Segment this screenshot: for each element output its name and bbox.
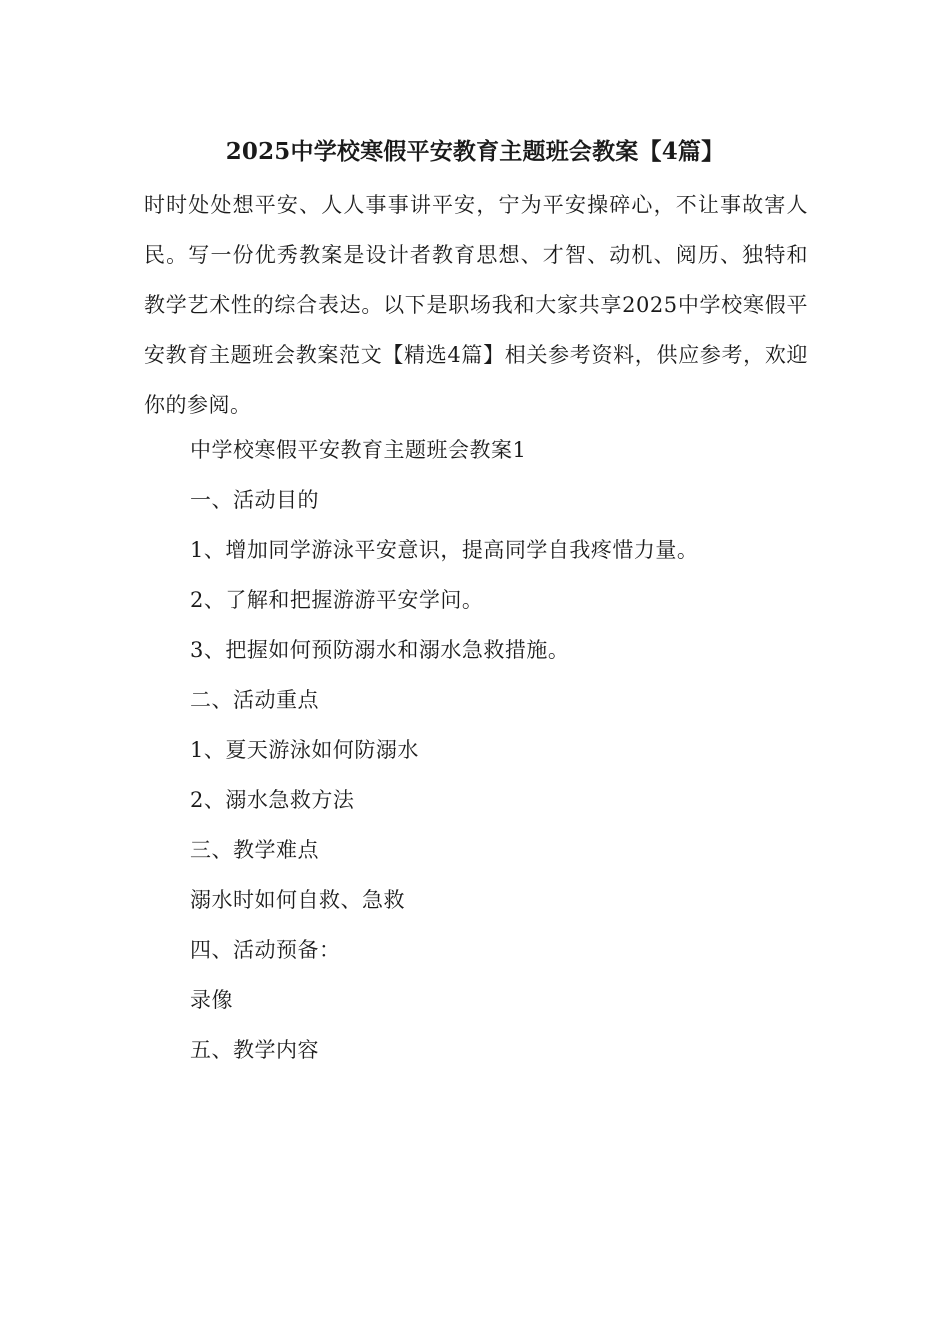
section-heading-objectives: 一、活动目的 xyxy=(190,488,319,512)
document-title: 2025中学校寒假平安教育主题班会教案【4篇】 xyxy=(225,138,725,165)
content-lines xyxy=(190,425,808,1075)
list-item: 2、了解和把握游游平安学问。 xyxy=(190,588,484,612)
intro-paragraph: 时时处处想平安、人人事事讲平安，宁为平安操碎心，不让事故害人民。写一份优秀教案是设计者教育思想、才智、动机、阅历、独特和教学艺术性的综合表达。以下是职场我和大家共享2025中学校寒假平安教育主题班会教案范文【精选4篇】相关参考资料，供应参考，欢迎你的参阅。 xyxy=(144,193,808,417)
list-item: 溺水时如何自救、急救 xyxy=(190,888,405,912)
list-item: 3、把握如何预防溺水和溺水急救措施。 xyxy=(190,638,570,662)
lesson-plan-heading: 中学校寒假平安教育主题班会教案1 xyxy=(190,438,527,462)
list-item: 1、夏天游泳如何防溺水 xyxy=(190,738,419,762)
section-heading-preparation: 四、活动预备： xyxy=(190,938,341,962)
section-heading-content: 五、教学内容 xyxy=(190,1038,319,1062)
list-item: 1、增加同学游泳平安意识，提高同学自我疼惜力量。 xyxy=(190,538,699,562)
section-heading-key-points: 二、活动重点 xyxy=(190,688,319,712)
section-heading-difficulties: 三、教学难点 xyxy=(190,838,319,862)
list-item: 2、溺水急救方法 xyxy=(190,788,355,812)
list-item: 录像 xyxy=(190,988,233,1012)
